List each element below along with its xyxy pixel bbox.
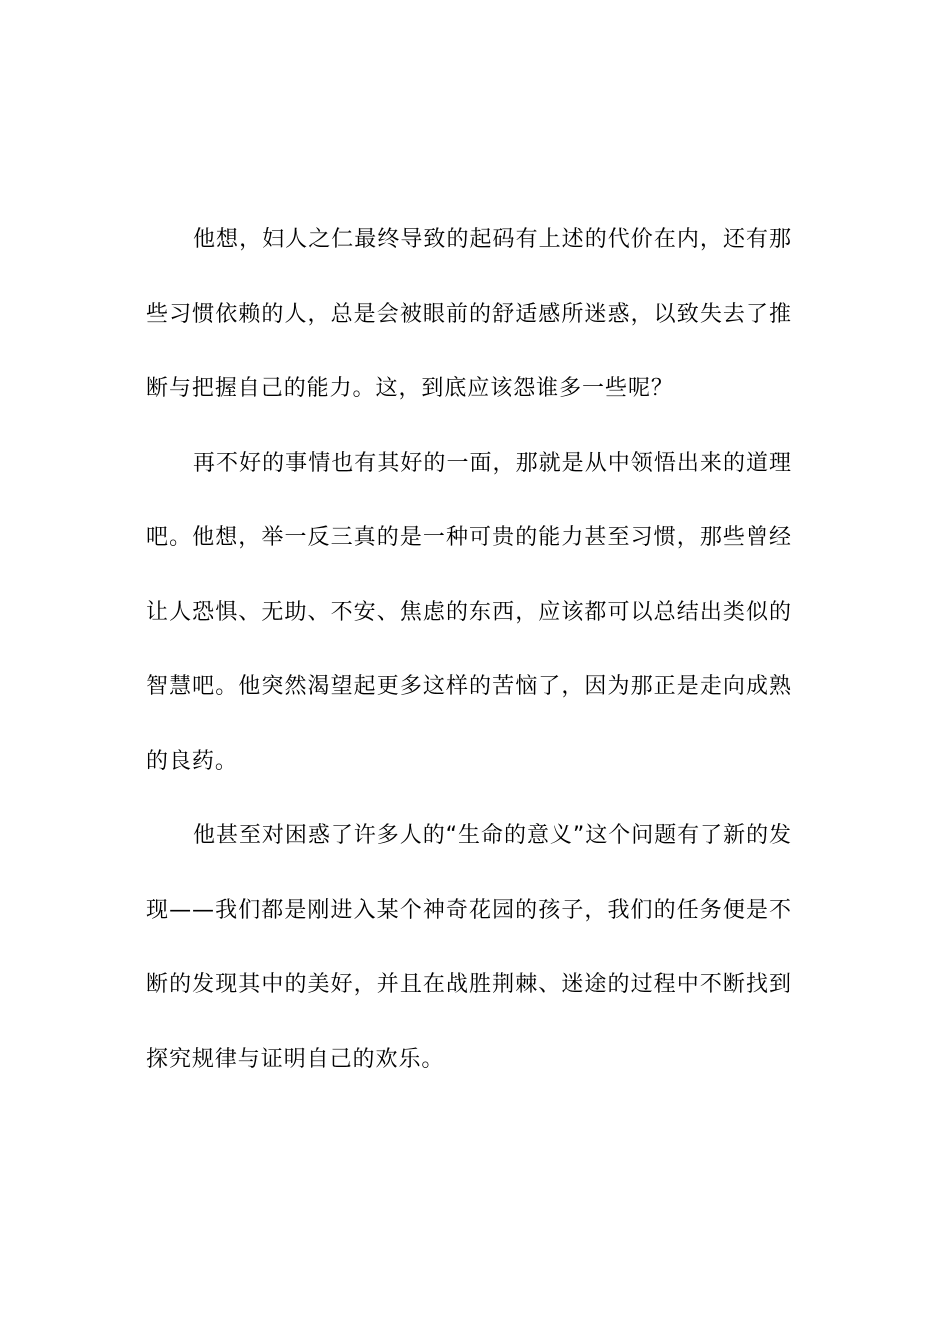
document-page — [146, 203, 792, 1097]
paragraph-3: 他甚至对困惑了许多人的“生命的意义”这个问题有了新的发现——我们都是刚进入某个神奇花园的孩子，我们的任务便是不断的发现其中的美好，并且在战胜荆棘、迷途的过程中不断找到探究规律与证明自己的欢乐。 — [146, 823, 792, 1072]
paragraph-1: 他想，妇人之仁最终导致的起码有上述的代价在内，还有那些习惯依赖的人，总是会被眼前的舒适感所迷惑，以致失去了推断与把握自己的能力。这，到底应该怨谁多一些呢？ — [146, 227, 792, 401]
paragraph-2: 再不好的事情也有其好的一面，那就是从中领悟出来的道理吧。他想，举一反三真的是一种可贵的能力甚至习惯，那些曾经让人恐惧、无助、不安、焦虑的东西，应该都可以总结出类似的智慧吧。他突然渴望起更多这样的苦恼了，因为那正是走向成熟的良药。 — [146, 450, 792, 774]
